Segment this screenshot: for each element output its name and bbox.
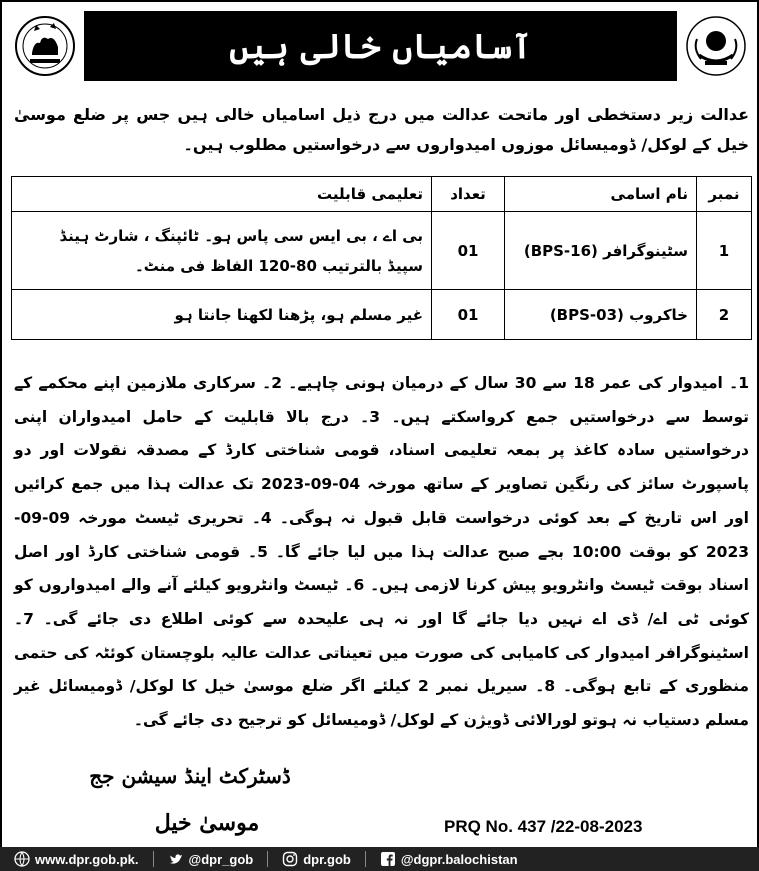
instagram-icon bbox=[282, 851, 298, 867]
twitter-handle: @dpr_gob bbox=[188, 851, 254, 867]
page-title: آسامیاں خالی ہیں bbox=[84, 11, 677, 81]
terms-paragraph: 1۔ امیدوار کی عمر 18 سے 30 سال کے درمیان ہونی چاہیے۔ 2۔ سرکاری ملازمین اپنے محکمے کے توسط سے درخواستیں جمع کرواسکتے ہیں۔ 3۔ درج بالا قابلیت کے حامل امیدواران اپنی درخواستیں سادہ کاغذ پر بمعہ تعلیمی اسناد، قومی شناختی کارڈ کے مصدقہ نقولات اور دو پاسپورٹ سائز کی رنگین تصاویر کے ساتھ مورخہ 04-09-2023 تک عدالت ہذا میں جمع کرائیں اور اس تاریخ کے بعد کوئی درخواست قابل قبول نہ ہوگی۔ 4۔ تحریری ٹیسٹ مورخہ 09-09-2023 کو بوقت 10:00 بجے صبح عدالت ہذا میں لیا جائے گا۔ 5۔ قومی شناختی کارڈ اور اصل اسناد بوقت ٹیسٹ وانٹرویو پیش کرنا لازمی ہیں۔ 6۔ ٹیسٹ وانٹرویو کیلئے آنے والے امیدواروں کو کوئی ٹی اے/ ڈی اے نہیں دیا جائے گا اور نہ ہی علیحدہ سے کوئی اطلاع دی جائے گی۔ 7۔ اسٹینوگرافر امیدوار کی کامیابی کی صورت میں تعیناتی عدالت عالیہ بلوچستان کوئٹہ کی حتمی منظوری کے تابع ہوگی۔ 8۔ سیریل نمبر 2 کیلئے اگر ضلع موسیٰ خیل کا لوکل/ ڈومیسائل غیر مسلم دستیاب نہ ہوتو لورالائی ڈویژن کے لوکل/ ڈومیسائل کو ترجیح دی جائے گی۔ bbox=[14, 374, 750, 730]
row-post: خاکروب (BPS-03) bbox=[505, 290, 697, 340]
row-qualification: بی اے ، بی ایس سی پاس ہو۔ ٹائپنگ ، شارٹ ہینڈ سپیڈ بالترتیب 80-120 الفاظ فی منٹ۔ bbox=[12, 212, 432, 290]
prq-number: PRQ No. 437 /22-08-2023 bbox=[444, 817, 643, 836]
row-num: 2 bbox=[697, 290, 752, 340]
table-header-row bbox=[12, 177, 752, 212]
signature-place: موسیٰ خیل bbox=[154, 810, 260, 836]
facebook-handle: @dgpr.balochistan bbox=[400, 851, 518, 867]
footer-bar bbox=[0, 847, 759, 871]
row-num: 1 bbox=[697, 212, 752, 290]
footer-instagram[interactable] bbox=[282, 851, 351, 867]
row-qualification: غیر مسلم ہو، پڑھنا لکھنا جانتا ہو bbox=[12, 290, 432, 340]
row-qty: 01 bbox=[432, 212, 505, 290]
footer-divider bbox=[365, 851, 366, 867]
header-qual: تعلیمی قابلیت bbox=[12, 177, 432, 212]
footer-divider bbox=[153, 851, 154, 867]
row-post: سٹینوگرافر (BPS-16) bbox=[505, 212, 697, 290]
header-qty: تعداد bbox=[432, 177, 505, 212]
footer-facebook[interactable] bbox=[380, 851, 518, 867]
header-name: نام اسامی bbox=[505, 177, 697, 212]
globe-icon bbox=[14, 851, 30, 867]
row-qty: 01 bbox=[432, 290, 505, 340]
footer-divider bbox=[267, 851, 268, 867]
table-row bbox=[12, 290, 752, 340]
footer-website[interactable] bbox=[14, 851, 139, 867]
balochistan-emblem bbox=[683, 13, 749, 79]
facebook-icon bbox=[380, 851, 396, 867]
website-text: www.dpr.gob.pk. bbox=[35, 851, 139, 867]
header bbox=[6, 6, 755, 86]
table-row bbox=[12, 212, 752, 290]
district-logo bbox=[12, 13, 78, 79]
twitter-icon bbox=[168, 851, 184, 867]
header-num: نمبر bbox=[697, 177, 752, 212]
intro-paragraph: عدالت زیر دستخطی اور ماتحت عدالت میں درج ذیل اسامیاں خالی ہیں جس پر ضلع موسیٰ خیل کے لوکل/ ڈومیسائل موزوں امیدواروں سے درخواستیں مطلوب ہیں۔ bbox=[14, 105, 749, 154]
vacancy-table bbox=[11, 176, 752, 340]
signature-designation: ڈسٹرکٹ اینڈ سیشن جج bbox=[89, 764, 291, 788]
instagram-handle: dpr.gob bbox=[303, 851, 351, 867]
footer-twitter[interactable] bbox=[168, 851, 254, 867]
